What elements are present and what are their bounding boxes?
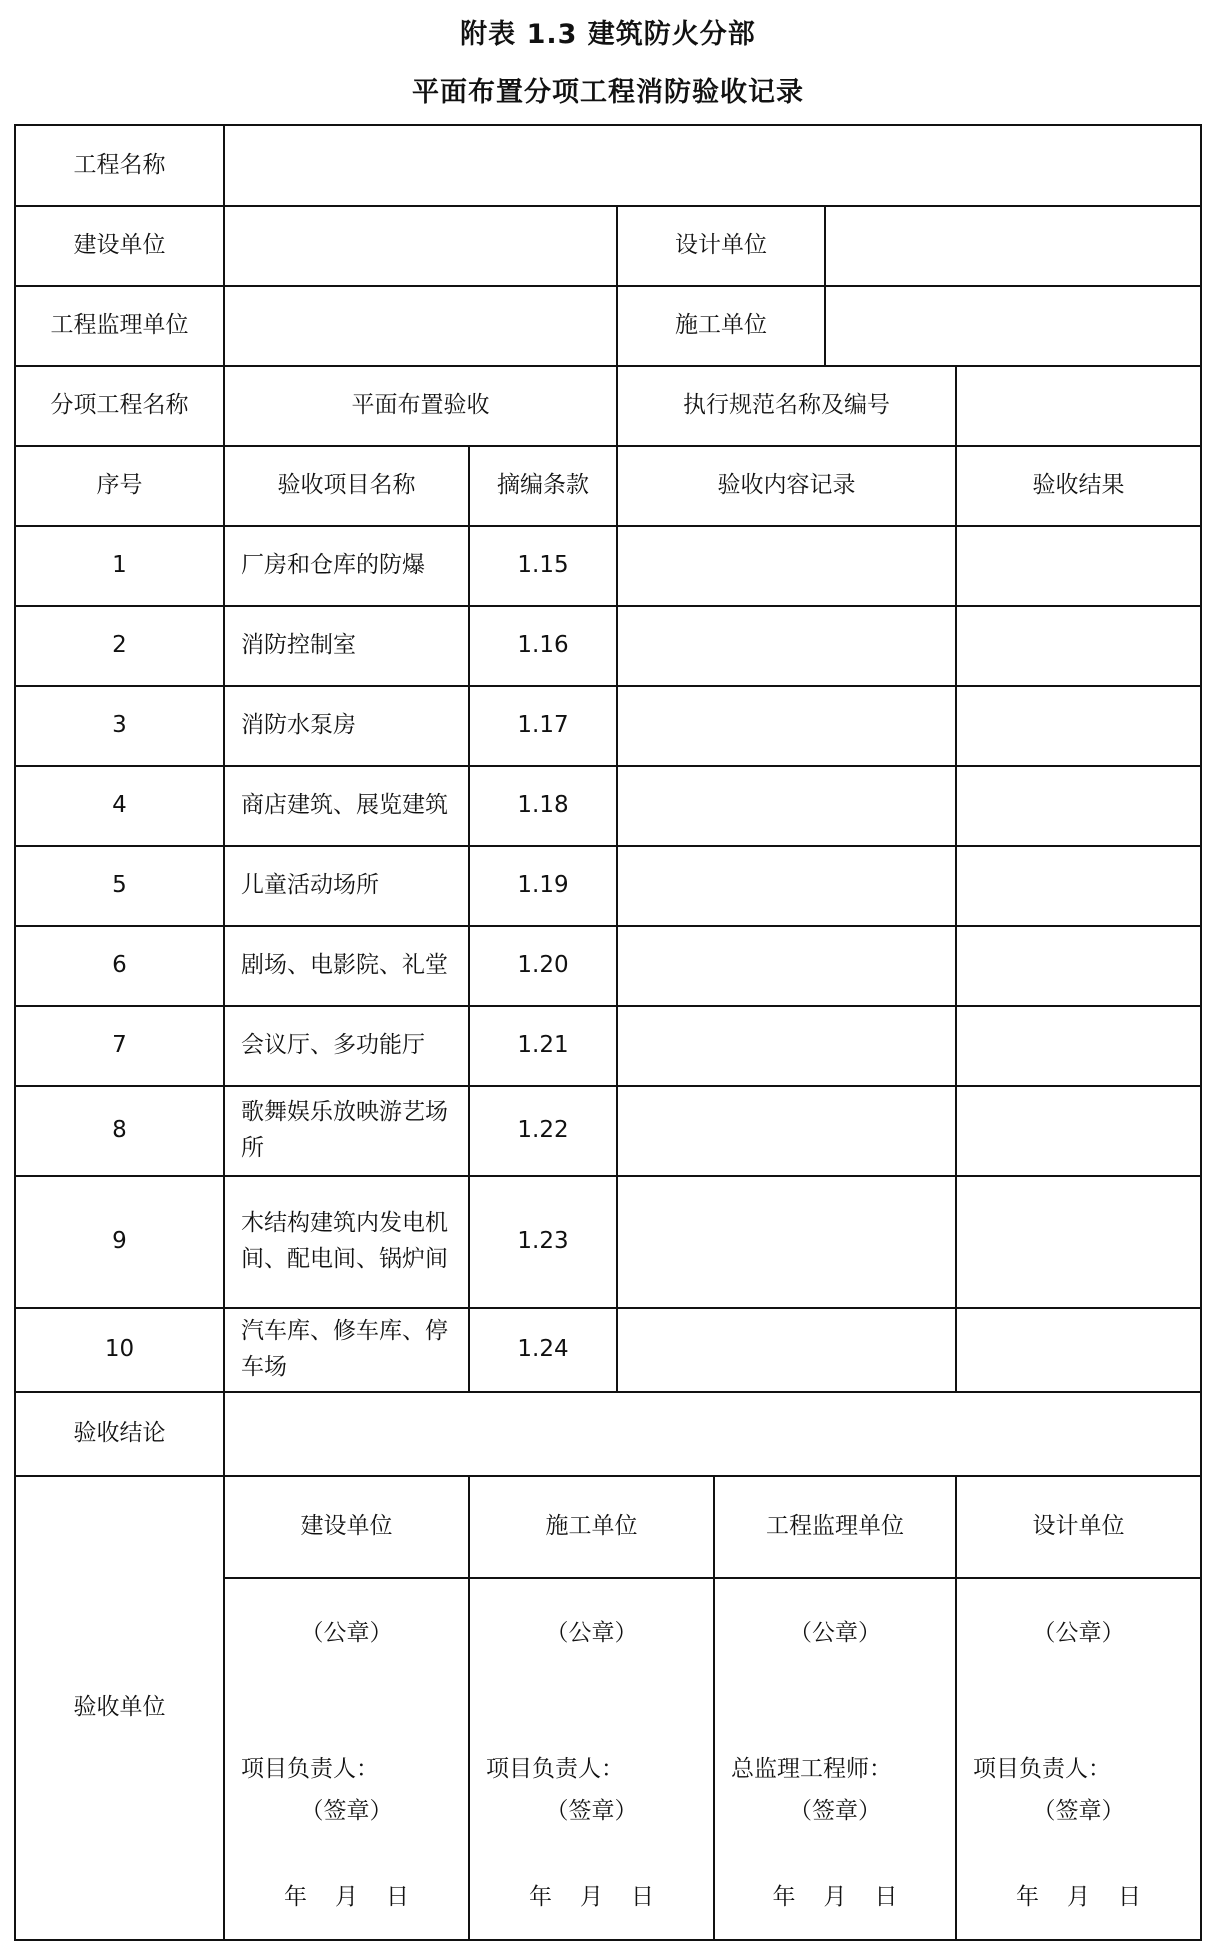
row-5-content-field[interactable]: [618, 846, 955, 926]
row-6-name: 剧场、电影院、礼堂: [241, 952, 448, 979]
row-9-clause: 1.23: [517, 1228, 569, 1255]
row-2-result-field[interactable]: [957, 606, 1200, 686]
row-5-seq: 5: [112, 872, 127, 899]
row-4-content-field[interactable]: [618, 766, 955, 846]
row-2-seq: 2: [112, 632, 127, 659]
official-seal-label: （公章）: [789, 1620, 881, 1646]
row-10-clause: 1.24: [517, 1336, 569, 1363]
row-4-seq: 4: [112, 792, 127, 819]
conclusion-label: 验收结论: [73, 1420, 166, 1447]
row-2-name: 消防控制室: [241, 632, 356, 659]
unit-header-design: 设计单位: [1032, 1513, 1125, 1540]
row-5-result-field[interactable]: [957, 846, 1200, 926]
form-subtitle: 平面布置分项工程消防验收记录: [412, 77, 804, 108]
row-5-name: 儿童活动场所: [241, 872, 379, 899]
official-seal-label: （公章）: [545, 1620, 638, 1646]
row-4-name: 商店建筑、展览建筑: [241, 792, 448, 819]
row-3-content-field[interactable]: [618, 686, 955, 766]
row-10-seq: 10: [104, 1336, 135, 1363]
construction-unit-field[interactable]: [225, 206, 616, 286]
col-header-clause: 摘编条款: [497, 472, 589, 499]
row-6-clause: 1.20: [517, 952, 569, 979]
row-9-seq: 9: [112, 1228, 127, 1255]
row-8-name: 歌舞娱乐放映游艺场所: [241, 1099, 448, 1161]
row-8-seq: 8: [112, 1117, 127, 1144]
row-2-content-field[interactable]: [618, 606, 955, 686]
row-7-content-field[interactable]: [618, 1006, 955, 1086]
unit-header-construction: 建设单位: [300, 1513, 393, 1540]
builder-unit-field[interactable]: [826, 286, 1200, 366]
row-7-result-field[interactable]: [957, 1006, 1200, 1086]
row-10-content-field[interactable]: [618, 1308, 955, 1392]
row-8-clause: 1.22: [517, 1117, 569, 1144]
design-unit-field[interactable]: [826, 206, 1200, 286]
row-10-name: 汽车库、修车库、停车场: [241, 1318, 448, 1380]
signature-block-construction[interactable]: [225, 1578, 468, 1939]
row-5-clause: 1.19: [517, 872, 569, 899]
supervision-unit-field[interactable]: [225, 286, 616, 366]
date-line: 年 月 日: [1016, 1884, 1141, 1910]
official-seal-label: （公章）: [300, 1620, 393, 1646]
row-7-clause: 1.21: [517, 1032, 569, 1059]
row-9-name: 木结构建筑内发电机间、配电间、锅炉间: [241, 1210, 448, 1272]
row-10-result-field[interactable]: [957, 1308, 1200, 1392]
standard-field[interactable]: [957, 366, 1200, 446]
design-unit-label: 设计单位: [675, 232, 767, 259]
row-8-result-field[interactable]: [957, 1086, 1200, 1176]
date-line: 年 月 日: [772, 1884, 898, 1910]
acceptance-units-label: 验收单位: [73, 1693, 166, 1720]
date-line: 年 月 日: [284, 1884, 409, 1910]
row-3-seq: 3: [112, 712, 127, 739]
responsible-person-label: 项目负责人：: [973, 1756, 1111, 1782]
row-7-name: 会议厅、多功能厅: [241, 1032, 425, 1059]
unit-header-supervision: 工程监理单位: [766, 1513, 904, 1540]
supervision-unit-label: 工程监理单位: [50, 312, 189, 339]
responsible-person-label: 项目负责人：: [241, 1756, 379, 1782]
row-9-result-field[interactable]: [957, 1176, 1200, 1308]
construction-unit-label: 建设单位: [73, 232, 166, 259]
row-7-seq: 7: [112, 1032, 127, 1059]
official-seal-label: （公章）: [1032, 1620, 1125, 1646]
signature-block-builder[interactable]: [470, 1578, 713, 1939]
row-3-result-field[interactable]: [957, 686, 1200, 766]
row-1-name: 厂房和仓库的防爆: [241, 552, 425, 579]
unit-header-builder: 施工单位: [545, 1513, 638, 1540]
chief-supervisor-label: 总监理工程师：: [731, 1756, 892, 1782]
col-header-seq: 序号: [96, 472, 143, 499]
row-6-result-field[interactable]: [957, 926, 1200, 1006]
row-1-seq: 1: [112, 552, 127, 579]
conclusion-field[interactable]: [225, 1392, 1200, 1476]
standard-label: 执行规范名称及编号: [683, 392, 890, 419]
col-header-item-name: 验收项目名称: [277, 472, 416, 499]
row-6-content-field[interactable]: [618, 926, 955, 1006]
row-1-clause: 1.15: [517, 552, 569, 579]
signature-block-supervision[interactable]: [715, 1578, 955, 1939]
col-header-content: 验收内容记录: [717, 472, 856, 499]
row-6-seq: 6: [112, 952, 127, 979]
row-4-result-field[interactable]: [957, 766, 1200, 846]
signature-block-design[interactable]: [957, 1578, 1200, 1939]
row-2-clause: 1.16: [517, 632, 569, 659]
project-name-label: 工程名称: [73, 152, 166, 179]
signature-stamp-label: （签章）: [1032, 1798, 1125, 1824]
row-8-content-field[interactable]: [618, 1086, 955, 1176]
row-9-content-field[interactable]: [618, 1176, 955, 1308]
date-line: 年 月 日: [529, 1884, 654, 1910]
signature-stamp-label: （签章）: [789, 1798, 881, 1824]
signature-stamp-label: （签章）: [300, 1798, 393, 1824]
form-title: 附表 1.3 建筑防火分部: [460, 19, 756, 50]
responsible-person-label: 项目负责人：: [486, 1756, 624, 1782]
project-name-field[interactable]: [225, 126, 1200, 206]
signature-stamp-label: （签章）: [545, 1798, 638, 1824]
row-3-clause: 1.17: [517, 712, 569, 739]
builder-unit-label: 施工单位: [675, 312, 767, 339]
sub-project-value: 平面布置验收: [351, 392, 490, 419]
row-1-content-field[interactable]: [618, 526, 955, 606]
acceptance-table: [14, 124, 1202, 1941]
sub-project-label: 分项工程名称: [50, 392, 189, 419]
col-header-result: 验收结果: [1032, 472, 1125, 499]
row-1-result-field[interactable]: [957, 526, 1200, 606]
row-3-name: 消防水泵房: [241, 712, 356, 739]
row-4-clause: 1.18: [517, 792, 569, 819]
